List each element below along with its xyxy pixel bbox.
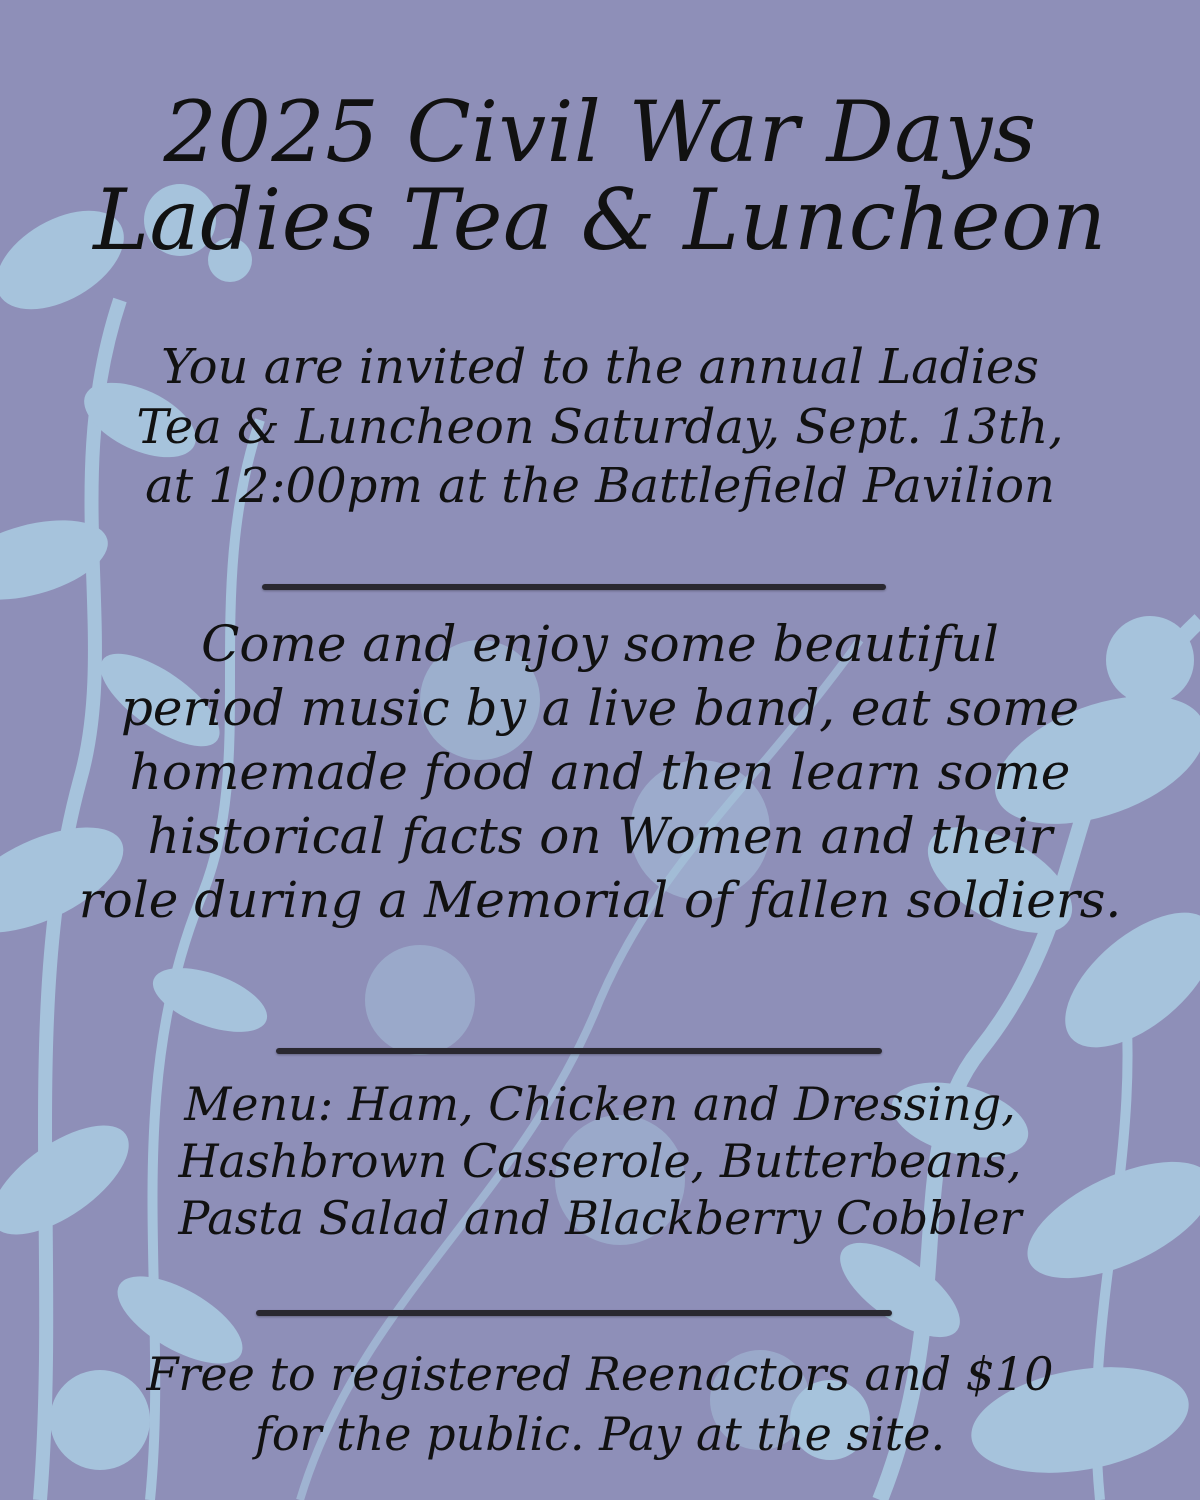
intro-line-3: at 12:00pm at the Battlefield Pavilion	[145, 458, 1055, 515]
menu-line-3: Pasta Salad and Blackberry Cobbler	[178, 1191, 1022, 1246]
description-line-3: homemade food and then learn some	[129, 743, 1071, 801]
divider-2	[276, 1048, 882, 1054]
price-text	[40, 1345, 1160, 1465]
description-text	[40, 612, 1160, 932]
description-line-5: role during a Memorial of fallen soldiers.	[78, 871, 1122, 929]
menu-line-2: Hashbrown Casserole, Butterbeans,	[178, 1134, 1022, 1189]
title-line-2: Ladies Tea & Luncheon	[93, 171, 1107, 270]
title-line-1: 2025 Civil War Days	[163, 83, 1037, 181]
divider-1	[262, 584, 886, 590]
description-line-2: period music by a live band, eat some	[120, 679, 1080, 737]
divider-3	[256, 1310, 892, 1316]
price-line-2: for the public. Pay at the site.	[254, 1406, 946, 1461]
description-line-1: Come and enjoy some beautiful	[201, 615, 999, 673]
menu-text	[40, 1076, 1160, 1247]
intro-line-2: Tea & Luncheon Saturday, Sept. 13th,	[136, 398, 1064, 455]
price-line-1: Free to registered Reenactors and $10	[146, 1347, 1054, 1401]
menu-line-1: Menu: Ham, Chicken and Dressing,	[184, 1077, 1016, 1131]
invitation-text	[40, 338, 1160, 517]
description-line-4: historical facts on Women and their	[147, 807, 1053, 865]
intro-line-1: You are invited to the annual Ladies	[161, 339, 1039, 395]
event-title	[40, 83, 1160, 270]
